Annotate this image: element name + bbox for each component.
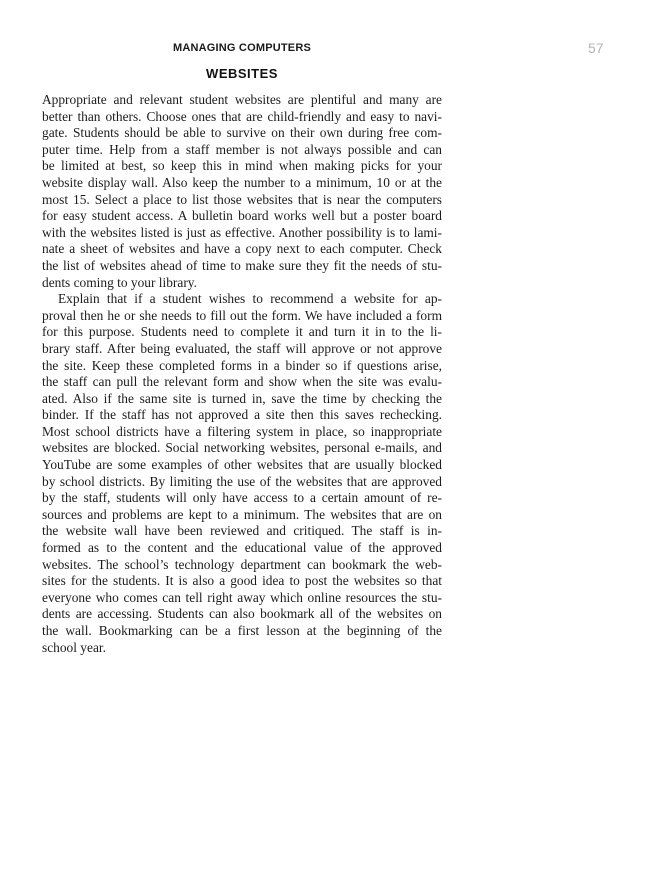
text-line: for easy student access. A bulletin board works well but a poster board xyxy=(42,208,442,224)
text-line: formed as to the content and the educational value of the approved xyxy=(42,540,442,556)
text-line: sources and problems are kept to a minimum. The websites that are on xyxy=(42,506,442,522)
text-line: better than others. Choose ones that are child-friendly and easy to navi- xyxy=(42,108,442,124)
text-line: by the staff, students will only have access to a certain amount of re- xyxy=(42,490,442,506)
text-line: Appropriate and relevant student websites are plentiful and many are xyxy=(42,92,442,107)
text-line: most 15. Select a place to list those websites that is near the computers xyxy=(42,191,442,207)
text-line: YouTube are some examples of other websites that are usually blocked xyxy=(42,457,442,473)
text-line: binder. If the staff has not approved a site then this saves rechecking. xyxy=(42,407,442,423)
paragraph xyxy=(42,92,442,291)
running-head: MANAGING COMPUTERS xyxy=(172,42,312,54)
text-line: everyone who comes can tell right away which online resources the stu- xyxy=(42,589,442,605)
text-line: the list of websites ahead of time to make sure they fit the needs of stu- xyxy=(42,257,442,273)
text-line: school year. xyxy=(42,639,106,655)
text-line: dents coming to your library. xyxy=(42,274,197,290)
text-line: website display wall. Also keep the number to a minimum, 10 or at the xyxy=(42,174,442,190)
text-line: the staff can pull the relevant form and show when the site was evalu- xyxy=(42,374,442,390)
body-text xyxy=(42,92,442,656)
text-line: the site. Keep these completed forms in a binder so if questions arise, xyxy=(42,357,442,373)
text-line: by school districts. By limiting the use of the websites that are approved xyxy=(42,473,442,489)
text-line: the website wall have been reviewed and critiqued. The staff is in- xyxy=(42,523,442,539)
text-line: nate a sheet of websites and have a copy next to each computer. Check xyxy=(42,241,442,257)
text-line: gate. Students should be able to survive on their own during free com- xyxy=(42,125,442,141)
text-line: ated. Also if the same site is turned in, save the time by checking the xyxy=(42,390,442,406)
paragraph xyxy=(42,291,442,656)
text-line: Explain that if a student wishes to recommend a website for ap- xyxy=(58,291,442,307)
text-line: websites. The school’s technology department can bookmark the web- xyxy=(42,556,442,572)
text-line: with the websites listed is just as effective. Another possibility is to lami- xyxy=(42,224,442,240)
text-line: Most school districts have a filtering system in place, so inappropriate xyxy=(42,423,442,439)
page-number: 57 xyxy=(588,40,604,56)
text-line: puter time. Help from a staff member is not always possible and can xyxy=(42,141,442,157)
text-line: brary staff. After being evaluated, the staff will approve or not approve xyxy=(42,340,442,356)
text-line: for this purpose. Students need to complete it and turn it in to the li- xyxy=(42,324,442,340)
text-line: websites are blocked. Social networking websites, personal e-mails, and xyxy=(42,440,442,456)
text-line: dents are accessing. Students can also bookmark all of the websites on xyxy=(42,606,442,622)
section-title: WEBSITES xyxy=(206,66,278,81)
text-line: the wall. Bookmarking can be a first lesson at the beginning of the xyxy=(42,623,442,638)
text-line: be limited at best, so keep this in mind when making picks for your xyxy=(42,158,442,174)
text-line: sites for the students. It is also a good idea to post the websites so that xyxy=(42,573,442,589)
text-line: proval then he or she needs to fill out the form. We have included a form xyxy=(42,307,442,323)
